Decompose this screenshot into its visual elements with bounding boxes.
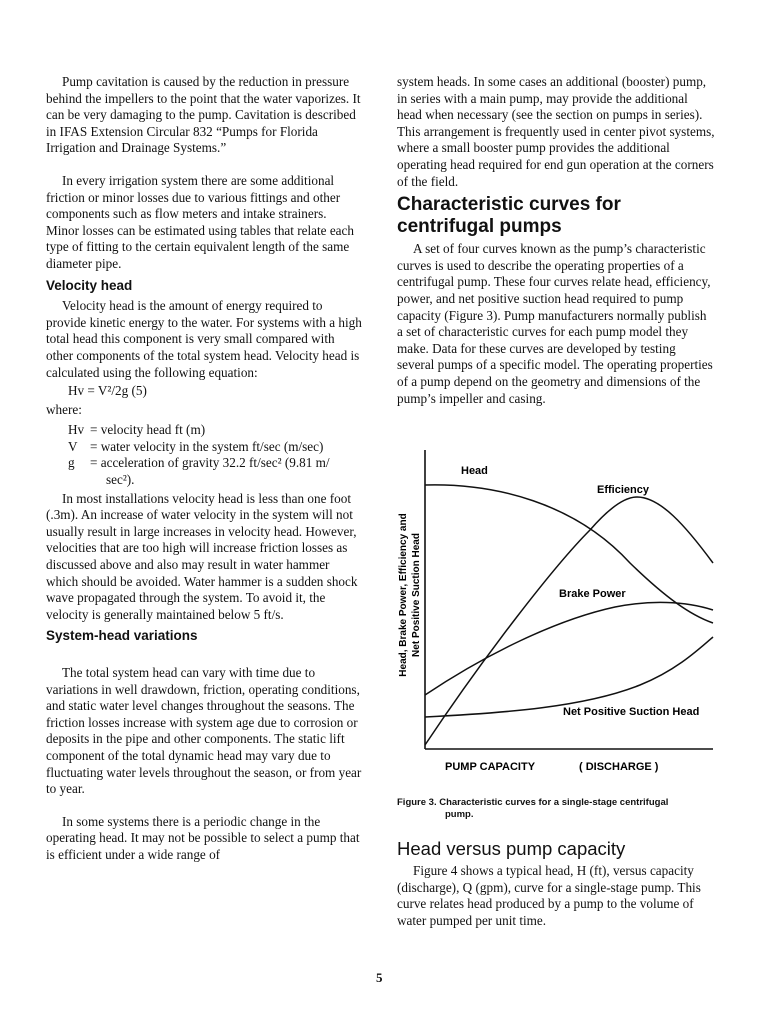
where-label: where:	[46, 401, 82, 417]
figure-caption	[397, 797, 717, 821]
variable-list	[46, 422, 362, 488]
variable-description: = velocity head ft (m)	[90, 422, 206, 438]
npsh-curve-label: Net Positive Suction Head	[563, 706, 700, 718]
paragraph-water-hammer: In most installations velocity head is less than one foot (.3m). An increase of water velocity in the system will not usually result in large increases in velocity head. However, velocities that are too high will increase friction losses as discussed above and also may result in water hammer which should be avoided. Water hammer is a sudden shock wave propagated through the system. To avoid it, the velocity is generally maintained below 5 ft/s.	[46, 490, 358, 622]
page-number: 5	[376, 970, 383, 985]
heading-system-head: System-head variations	[46, 628, 198, 644]
x-axis-label-discharge: ( DISCHARGE )	[579, 761, 659, 773]
y-axis-label-line-1: Head, Brake Power, Efficiency and	[398, 513, 409, 677]
figure-caption-line-1: Figure 3. Characteristic curves for a single-stage centrifugal	[397, 797, 669, 808]
head-curve-label: Head	[461, 465, 488, 477]
left-column	[46, 74, 362, 864]
paragraph-booster-pump: system heads. In some cases an additional (booster) pump, in series with a main pump, may provide the additional head when necessary (see the section on pumps in series). This arrangement is frequently used in center pivot systems, where a small booster pump provides the additional operating head required for end gun operation at the corners of the field.	[397, 74, 715, 189]
variable-symbol: Hv	[68, 422, 85, 438]
heading-line-1: Characteristic curves for	[397, 194, 621, 216]
efficiency-curve-label: Efficiency	[597, 484, 649, 496]
heading-head-vs-capacity: Head versus pump capacity	[397, 838, 626, 859]
figure-caption-line-2: pump.	[445, 809, 474, 820]
y-axis-label-line-2: Net Positive Suction Head	[411, 533, 422, 657]
variable-row	[46, 455, 362, 472]
paragraph-periodic-change: In some systems there is a periodic change in the operating head. It may not be possible to select a pump that is efficient under a wide range of	[46, 813, 360, 862]
brake-power-curve	[425, 602, 713, 695]
variable-description: = water velocity in the system ft/sec (m/sec)	[90, 438, 324, 454]
paragraph-velocity-head: Velocity head is the amount of energy required to provide kinetic energy to the water. For systems with a high total head this component is very small compared with other components of the total system head. Velocity head is calculated using the following equation:	[46, 298, 362, 380]
variable-description: = acceleration of gravity 32.2 ft/sec² (9.81 m/	[90, 455, 330, 471]
right-column-lower	[397, 832, 715, 929]
paragraph-system-head-variations: The total system head can vary with time due to variations in well drawdown, friction, operating conditions, and static water level changes throughout the seasons. The friction losses increase with system age due to corrosion or deposits in the pipe and other components. The static lift component of the total dynamic head may vary due to fluctuating water levels throughout the season, or from year to year.	[46, 665, 362, 797]
velocity-head-equation: Hv = V²/2g (5)	[68, 383, 147, 399]
heading-characteristic-curves	[397, 194, 715, 238]
characteristic-curves-figure	[385, 445, 720, 775]
x-axis-label: PUMP CAPACITY	[445, 761, 536, 773]
variable-row	[46, 422, 362, 439]
paragraph-cavitation: Pump cavitation is caused by the reduction in pressure behind the impellers to the point that the water vaporizes. It can be very damaging to the pump. Cavitation is described in IFAS Extension Circular 832 “Pumps for Florida Irrigation and Drainage Systems.”	[46, 74, 361, 156]
variable-description-continued: sec²).	[106, 472, 135, 488]
brake-power-curve-label: Brake Power	[559, 588, 626, 600]
variable-symbol: g	[68, 455, 75, 471]
variable-row	[46, 439, 362, 456]
variable-symbol: V	[68, 438, 78, 454]
paragraph-characteristic-curves: A set of four curves known as the pump’s characteristic curves is used to describe the operating properties of a centrifugal pump. These four curves relate head, efficiency, power, and net positive suction head required to pump capacity (Figure 3). Pump manufacturers normally publish a set of characteristic curves for each pump model they make. Data for these curves are developed by testing several pumps of a specific model. The operating properties of a pump depend on the geometry and dimensions of the pump’s impeller and casing.	[397, 241, 713, 406]
npsh-curve	[425, 637, 713, 717]
right-column	[397, 74, 715, 407]
heading-velocity-head: Velocity head	[46, 277, 133, 293]
paragraph-head-vs-capacity: Figure 4 shows a typical head, H (ft), versus capacity (discharge), Q (gpm), curve for a single-stage pump. This curve relates head produced by a pump to the volume of water pumped per unit time.	[397, 863, 701, 928]
heading-line-2: centrifugal pumps	[397, 216, 562, 238]
paragraph-minor-losses: In every irrigation system there are some additional friction or minor losses due to various fittings and other components such as flow meters and intake strainers. Minor losses can be estimated using tables that relate each type of fitting to the certain equivalent length of the same diameter pipe.	[46, 172, 354, 271]
